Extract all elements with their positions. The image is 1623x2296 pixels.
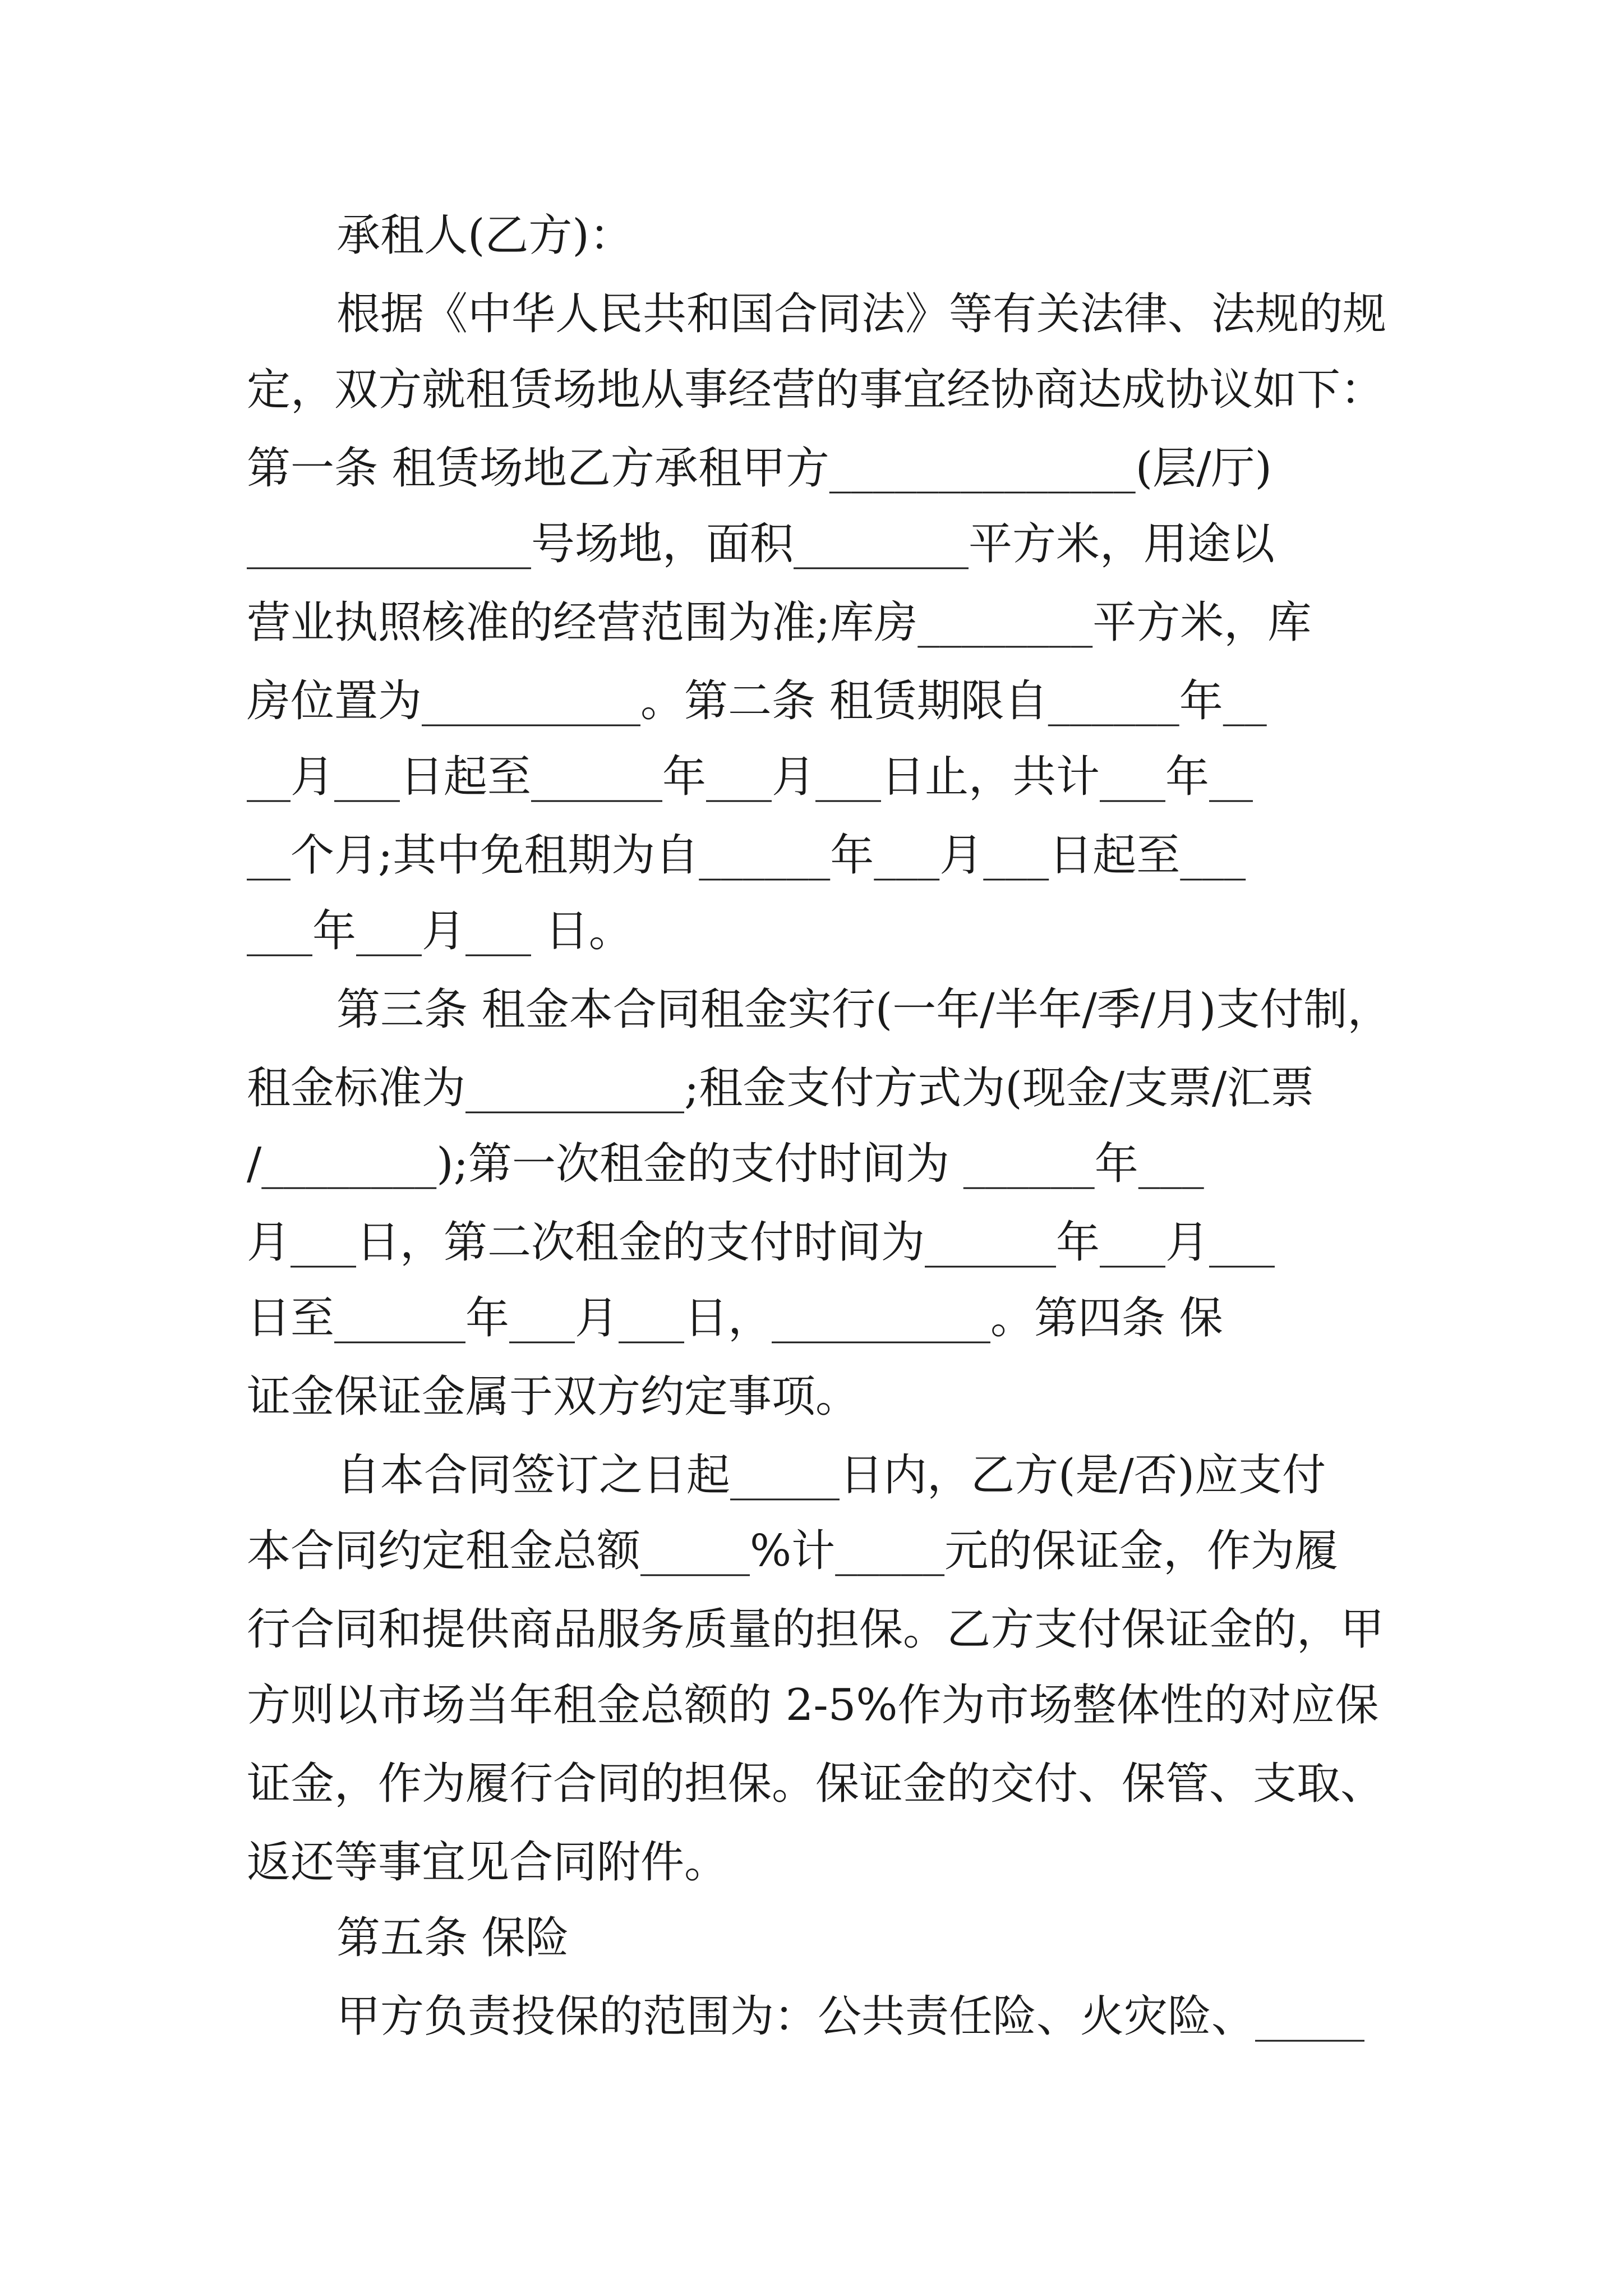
text-line: _____________号场地，面积________平方米，用途以 [247,519,1275,569]
text-line: 房位置为__________。第二条 租赁期限自______年__ [247,676,1267,726]
text-line: 自本合同签订之日起_____日内，乙方(是/否)应支付 [336,1450,1326,1501]
text-line: 返还等事宜见合同附件。 [247,1837,728,1888]
text-line: 行合同和提供商品服务质量的担保。乙方支付保证金的，甲 [247,1604,1385,1655]
text-line: 营业执照核准的经营范围为准;库房________平方米，库 [247,597,1312,648]
text-line: 租金标准为__________;租金支付方式为(现金/支票/汇票 [247,1063,1315,1114]
text-line: /________);第一次租金的支付时间为 ______年___ [247,1139,1204,1189]
text-line: 方则以市场当年租金总额的 2-5%作为市场整体性的对应保 [247,1680,1379,1731]
text-line: 根据《中华人民共和国合同法》等有关法律、法规的规 [336,289,1387,339]
text-line: 定，双方就租赁场地从事经营的事宜经协商达成协议如下： [247,365,1385,415]
text-line: 本合同约定租金总额_____%计_____元的保证金，作为履 [247,1526,1339,1576]
text-line: 甲方负责投保的范围为：公共责任险、火灾险、_____ [336,1991,1365,2042]
text-line: 第一条 租赁场地乙方承租甲方______________(层/厅) [247,443,1272,494]
text-line: 第五条 保险 [336,1913,569,1963]
text-line: __月___日起至______年___月___日止，共计___年__ [247,752,1253,802]
text-line: 月___日，第二次租金的支付时间为______年___月___ [247,1217,1275,1268]
text-line: 证金保证金属于双方约定事项。 [247,1372,860,1422]
text-line: 证金，作为履行合同的担保。保证金的交付、保管、支取、 [247,1759,1385,1809]
text-line: __个月;其中免租期为自______年___月___日起至___ [247,830,1246,881]
text-line: 日至______年___月___日，__________。第四条 保 [247,1293,1223,1343]
text-line: 第三条 租金本合同租金实行(一年/半年/季/月)支付制， [336,984,1391,1035]
text-line: ___年___月___ 日。 [247,906,633,956]
text-line: 承租人(乙方)： [336,210,633,261]
